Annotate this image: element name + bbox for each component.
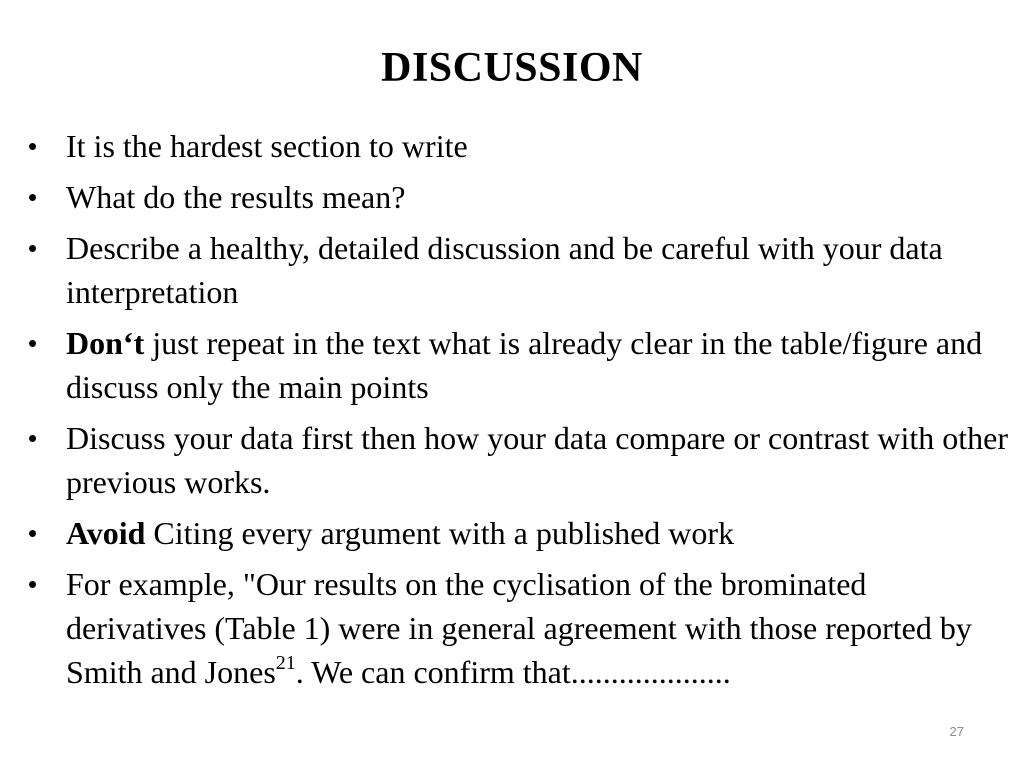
bullet-item-3 <box>66 226 1011 314</box>
bullet-text: It is the hardest section to write <box>66 128 468 164</box>
bullet-item-4 <box>66 321 1011 409</box>
bullet-text: just repeat in the text what is already clear in the table/figure and discuss only the main points <box>66 325 983 405</box>
bullet-item-7 <box>66 562 1011 694</box>
bullet-text: Discuss your data first then how your data compare or contrast with other previous works. <box>66 420 1008 500</box>
bullet-item-6 <box>66 511 1011 555</box>
bullet-emphasis: Avoid <box>66 515 146 551</box>
bullet-item-2 <box>66 175 1011 219</box>
bullet-text: What do the results mean? <box>66 179 406 215</box>
bullet-list <box>66 124 1011 701</box>
citation-superscript: 21 <box>275 652 296 674</box>
page-number: 27 <box>949 724 964 739</box>
bullet-text: For example, "Our results on the cyclisation of the brominated derivatives (Table 1) were in general agreement with those reported by Smith and Jones <box>66 566 972 690</box>
bullet-text-after: . We can confirm that.................... <box>295 654 731 690</box>
bullet-emphasis: Don‘t <box>66 325 145 361</box>
bullet-item-5 <box>66 416 1011 504</box>
bullet-item-1 <box>66 124 1011 168</box>
bullet-text: Citing every argument with a published work <box>145 515 735 551</box>
slide-title: DISCUSSION <box>381 45 643 91</box>
bullet-text: Describe a healthy, detailed discussion and be careful with your data interpretation <box>66 230 943 310</box>
